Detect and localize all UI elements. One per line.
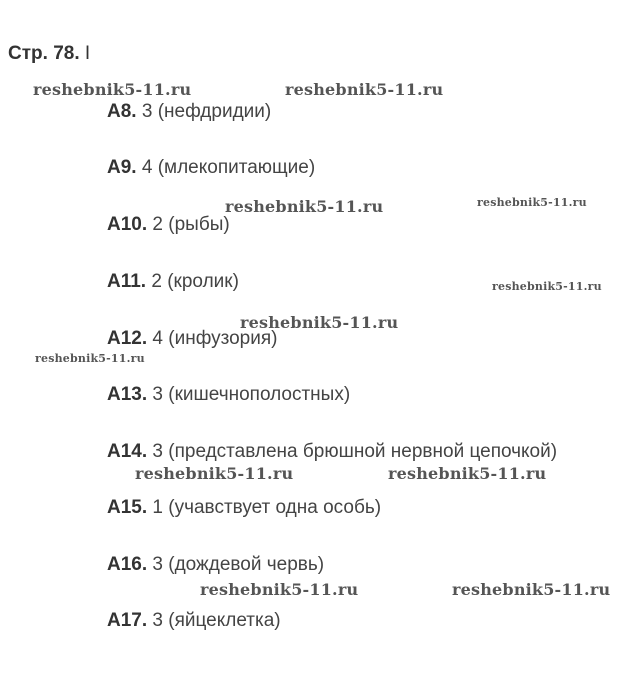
answer-text: 3 (яйцеклетка): [152, 610, 281, 631]
answer-text: 3 (дождевой червь): [152, 554, 325, 575]
answer-number: A13.: [107, 384, 148, 405]
watermark: reshebnik5-11.ru: [33, 80, 192, 99]
list-item: [107, 157, 315, 179]
watermark: reshebnik5-11.ru: [35, 352, 145, 365]
watermark: reshebnik5-11.ru: [285, 80, 444, 99]
answer-text: 4 (инфузория): [152, 328, 278, 349]
watermark: reshebnik5-11.ru: [477, 196, 587, 209]
page-title-cut-char: I: [84, 43, 91, 64]
answer-number: A12.: [107, 328, 148, 349]
answer-number: A8.: [107, 101, 137, 122]
page-title: [8, 43, 90, 65]
answer-text: 3 (нефдридии): [141, 101, 272, 122]
list-item: [107, 214, 230, 236]
answer-number: A16.: [107, 554, 148, 575]
page-title-text: Стр. 78.: [8, 43, 85, 64]
answer-text: 1 (учавствует одна особь): [152, 497, 382, 518]
answer-number: A10.: [107, 214, 148, 235]
watermark: reshebnik5-11.ru: [492, 280, 602, 293]
list-item: [107, 554, 324, 576]
list-item: [107, 271, 239, 293]
watermark: reshebnik5-11.ru: [135, 464, 294, 483]
answer-number: A14.: [107, 441, 148, 462]
watermark: reshebnik5-11.ru: [388, 464, 547, 483]
answer-number: A17.: [107, 610, 148, 631]
answer-text: 2 (рыбы): [152, 214, 230, 235]
list-item: [107, 441, 557, 463]
list-item: [107, 610, 281, 632]
list-item: [107, 328, 277, 350]
list-item: [107, 384, 350, 406]
answer-number: A9.: [107, 157, 137, 178]
answer-number: A15.: [107, 497, 148, 518]
list-item: [107, 497, 381, 519]
watermark: reshebnik5-11.ru: [240, 313, 399, 332]
answer-text: 3 (представлена брюшной нервной цепочкой): [152, 441, 558, 462]
answer-text: 2 (кролик): [151, 271, 239, 292]
answer-text: 4 (млекопитающие): [141, 157, 316, 178]
watermark: reshebnik5-11.ru: [200, 580, 359, 599]
watermark: reshebnik5-11.ru: [225, 197, 384, 216]
answer-text: 3 (кишечнополостных): [152, 384, 351, 405]
list-item: [107, 101, 271, 123]
watermark: reshebnik5-11.ru: [452, 580, 611, 599]
answer-list: [107, 0, 637, 679]
answer-number: A11.: [107, 271, 147, 292]
